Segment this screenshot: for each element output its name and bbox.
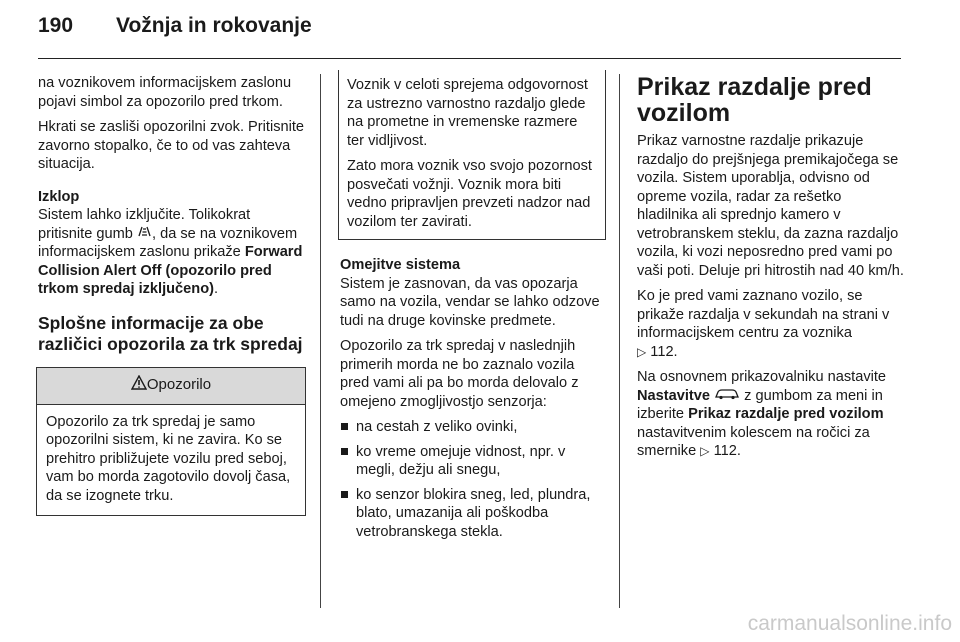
page-reference: 112.	[650, 343, 678, 360]
paragraph	[637, 368, 905, 461]
paragraph-izklop	[38, 188, 306, 299]
bold-text: Nastavitve	[637, 387, 711, 404]
subheading-limits: Omejitve sistema	[340, 257, 461, 273]
header-rule	[38, 58, 901, 59]
list-item	[340, 443, 606, 480]
warning-box	[36, 367, 306, 517]
paragraph: Zato mora voznik vso svojo pozornost posvečati vožnji. Voznik mora biti vedno pripravljen prevzeti nadzor nad vozilom ter zavirati.	[347, 158, 592, 230]
column-3	[637, 74, 905, 468]
bold-text: Forward Collision Alert Off (opozorilo pred trkom spredaj izključeno)	[38, 244, 303, 297]
paragraph: Voznik v celoti sprejema odgovornost za ustrezno varnostno razdaljo glede na prometne in vremenske razmere ter vidljivost.	[347, 77, 588, 149]
paragraph: na voznikovem informacijskem zaslonu pojavi simbol za opozorilo pred trkom.	[38, 75, 292, 110]
section-heading: Splošne informacije za obe različici opozorila za trk spredaj	[38, 312, 303, 354]
paragraph: Prikaz varnostne razdalje prikazuje razdaljo do prejšnjega premikajočega se vozila. Sistem uporablja, odvisno od opreme vozila, radar za rešetko hladilnika ali sprednjo kamero v vetrobranskem steklu, da zazna razdaljo vozila, ki vozi neposredno pred vami po vaši poti. Deluje pri hitrostih nad 40 km/h.	[637, 133, 904, 279]
column-1	[38, 74, 306, 516]
list-item-text: ko senzor blokira sneg, led, plundra, blato, umazanija ali poškodba vetrobranskega stekla.	[356, 486, 591, 540]
paragraph: Hkrati se zasliši opozorilni zvok. Pritisnite zavorno stopalko, če to od vas zahteva situacija.	[38, 119, 305, 172]
text: Sistem lahko izključite. Tolikokrat pritisnite gumb	[38, 207, 251, 242]
list-item	[340, 418, 606, 437]
list-item	[340, 486, 606, 542]
column-divider-2	[619, 74, 620, 608]
bold-text: Prikaz razdalje pred vozilom	[688, 406, 884, 422]
text: z gumbom za meni in izberite	[637, 387, 883, 422]
warning-continuation-box	[338, 70, 606, 240]
page-title: Vožnja in rokovanje	[116, 14, 312, 37]
warning-title: Opozorilo	[146, 376, 212, 394]
warning-triangle-icon	[131, 375, 147, 396]
page-header	[38, 14, 312, 38]
section-heading: Prikaz razdalje pred vozilom	[637, 73, 872, 127]
car-settings-icon	[714, 388, 740, 404]
watermark: carmanualsonline.info	[747, 612, 952, 635]
page-reference: 112.	[713, 443, 741, 459]
bullet-list	[340, 418, 606, 541]
page-reference-arrow-icon: ▷	[637, 344, 647, 359]
text: , da se na voznikovem informacijskem zaslonu prikaže	[38, 225, 298, 260]
paragraph	[637, 287, 905, 361]
list-item-text: na cestah z veliko ovinki,	[356, 419, 518, 435]
paragraph: Sistem je zasnovan, da vas opozarja samo na vozila, vendar se lahko odzove tudi na druge kovinske predmete.	[340, 275, 600, 329]
page-number: 190	[38, 14, 74, 37]
text: nastavitvenim kolescem na ročici za smernike	[637, 424, 870, 459]
list-item-text: ko vreme omejuje vidnost, npr. v megli, dežju ali snegu,	[356, 443, 566, 478]
warning-header	[37, 367, 305, 405]
text: .	[213, 281, 219, 297]
text: Na osnovnem prikazovalniku nastavite	[637, 369, 887, 385]
column-divider-1	[320, 74, 321, 608]
warning-text: Opozorilo za trk spredaj je samo opozorilni sistem, ki ne zavira. Ko se prehitro približujete vozilu pred seboj, vam bo morda zagotovilo dovolj časa, da se izognete trku.	[46, 413, 291, 504]
page-reference-arrow-icon: ▷	[700, 444, 710, 458]
text: Ko je pred vami zaznano vozilo, se prikaže razdalja v sekundah na strani v informacijskem centru za voznika	[637, 288, 890, 341]
car-distance-icon	[137, 226, 152, 242]
paragraph: Opozorilo za trk spredaj v naslednjih primerih morda ne bo zaznalo vozila pred vami ali pa bo morda delovalo z omejeno zmogljivostjo senzorja:	[340, 338, 579, 410]
subheading-izklop: Izklop	[38, 188, 80, 205]
column-2	[340, 74, 606, 547]
